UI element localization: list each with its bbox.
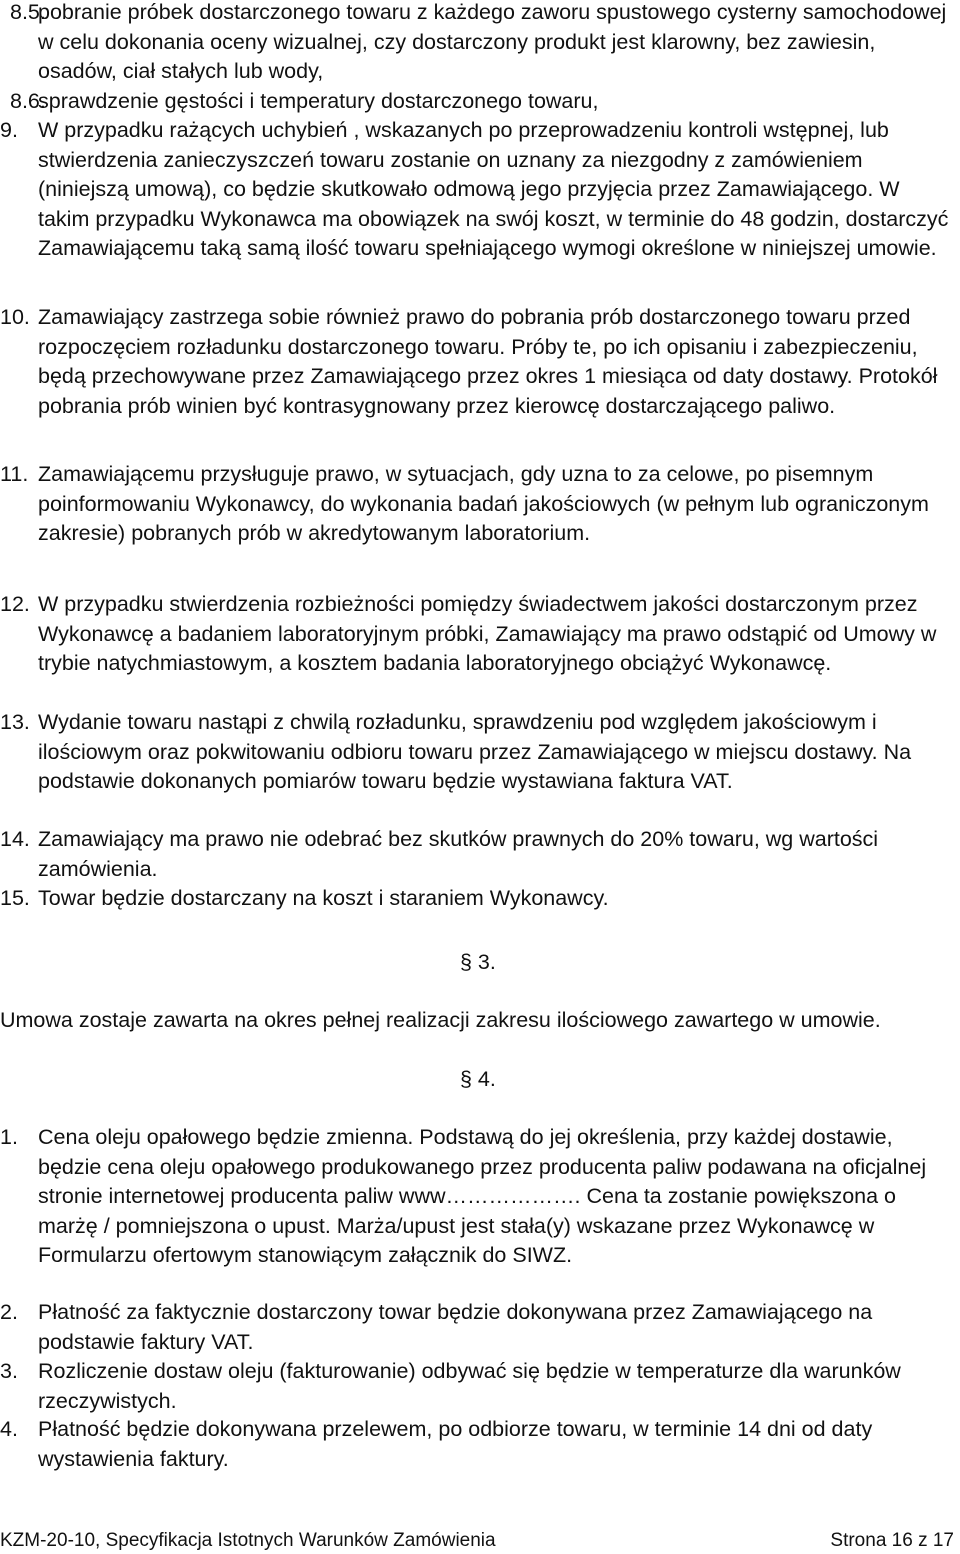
list-item-8-6 xyxy=(0,87,952,117)
item-text: Wydanie towaru nastąpi z chwilą rozładunku, sprawdzeniu pod względem jakościowym i ilościowym oraz pokwitowaniu odbioru towaru przez Zamawiającego w miejscu dostawy. Na podstawie dokonanych pomiarów towaru będzie wystawiana faktura VAT. xyxy=(38,710,912,793)
item-number: 14. xyxy=(0,827,30,851)
item-number: 1. xyxy=(0,1125,18,1149)
item-number: 13. xyxy=(0,710,30,734)
item-number: 15. xyxy=(0,886,30,910)
item-text: Zamawiającemu przysługuje prawo, w sytuacjach, gdy uzna to za celowe, po pisemnym poinformowaniu Wykonawcy, do wykonania badań jakościowych (w pełnym lub ograniczonym zakresie) pobranych prób w akredytowanym laboratorium. xyxy=(38,462,929,545)
list-item-9 xyxy=(0,116,952,264)
list-item-8-5 xyxy=(0,0,952,87)
item-text: W przypadku stwierdzenia rozbieżności pomiędzy świadectwem jakości dostarczonym przez Wykonawcę a badaniem laboratoryjnym próbki, Zamawiający ma prawo odstąpić od Umowy w trybie natychmiastowym, a kosztem badania laboratoryjnego obciążyć Wykonawcę. xyxy=(38,592,937,675)
section-4-item-4 xyxy=(0,1415,952,1474)
list-item-15 xyxy=(0,884,952,914)
footer-page-number: Strona 16 z 17 xyxy=(830,1530,954,1551)
item-text: pobranie próbek dostarczonego towaru z każdego zaworu spustowego cysterny samochodowej w celu dokonania oceny wizualnej, czy dostarczony produkt jest klarowny, bez zawiesin, osadów, ciał stałych lub wody, xyxy=(38,0,947,83)
item-text: Cena oleju opałowego będzie zmienna. Podstawą do jej określenia, przy każdej dostawie, będzie cena oleju opałowego produkowanego przez producenta paliw podawana na oficjalnej stronie internetowej producenta paliw www………………. Cena ta zostanie powiększona o marżę / pomniejszona o upust. Marża/upust jest stała(y) wskazane przez Wykonawcę w Formularzu ofertowym stanowiącym załącznik do SIWZ. xyxy=(38,1125,927,1267)
item-number: 12. xyxy=(0,592,30,616)
item-text: W przypadku rażących uchybień , wskazanych po przeprowadzeniu kontroli wstępnej, lub stwierdzenia zanieczyszczeń towaru zostanie on uznany za niezgodny z zamówieniem (niniejszą umową), co będzie skutkowało odmową jego przyjęcia przez Zamawiającego. W takim przypadku Wykonawca ma obowiązek na swój koszt, w terminie do 48 godzin, dostarczyć Zamawiającemu taką samą ilość towaru spełniającego wymogi określone w niniejszej umowie. xyxy=(38,118,949,260)
section-4-item-2 xyxy=(0,1298,952,1357)
item-number: 10. xyxy=(0,305,30,329)
item-number: 8.6. xyxy=(10,89,46,113)
list-item-14 xyxy=(0,825,952,884)
item-number: 3. xyxy=(0,1359,18,1383)
item-number: 9. xyxy=(0,118,18,142)
footer-document-title: KZM-20-10, Specyfikacja Istotnych Warunków Zamówienia xyxy=(0,1530,496,1551)
section-4-heading: § 4. xyxy=(460,1067,496,1091)
list-item-12 xyxy=(0,590,952,679)
section-4-item-1 xyxy=(0,1123,952,1271)
item-number: 2. xyxy=(0,1300,18,1324)
section-3-heading: § 3. xyxy=(460,950,496,974)
item-text: Rozliczenie dostaw oleju (fakturowanie) odbywać się będzie w temperaturze dla warunków rzeczywistych. xyxy=(38,1359,901,1413)
item-text: Towar będzie dostarczany na koszt i staraniem Wykonawcy. xyxy=(38,886,609,910)
section-4-item-3 xyxy=(0,1357,952,1416)
item-text: Zamawiający zastrzega sobie również prawo do pobrania prób dostarczonego towaru przed rozpoczęciem rozładunku dostarczonego towaru. Próby te, po ich opisaniu i zabezpieczeniu, będą przechowywane przez Zamawiającego przez okres 1 miesiąca od daty dostawy. Protokół pobrania prób winien być kontrasygnowany przez kierowcę dostarczającego paliwo. xyxy=(38,305,938,418)
item-number: 11. xyxy=(0,462,29,486)
item-text: sprawdzenie gęstości i temperatury dostarczonego towaru, xyxy=(38,89,599,113)
item-text: Płatność za faktycznie dostarczony towar będzie dokonywana przez Zamawiającego na podstawie faktury VAT. xyxy=(38,1300,873,1354)
list-item-11 xyxy=(0,460,952,549)
item-number: 4. xyxy=(0,1417,18,1441)
item-text: Zamawiający ma prawo nie odebrać bez skutków prawnych do 20% towaru, wg wartości zamówienia. xyxy=(38,827,879,881)
item-number: 8.5. xyxy=(10,0,46,24)
item-text: Płatność będzie dokonywana przelewem, po odbiorze towaru, w terminie 14 dni od daty wystawienia faktury. xyxy=(38,1417,873,1471)
list-item-10 xyxy=(0,303,952,421)
section-3-text: Umowa zostaje zawarta na okres pełnej realizacji zakresu ilościowego zawartego w umowie. xyxy=(0,1008,881,1032)
list-item-13 xyxy=(0,708,952,797)
